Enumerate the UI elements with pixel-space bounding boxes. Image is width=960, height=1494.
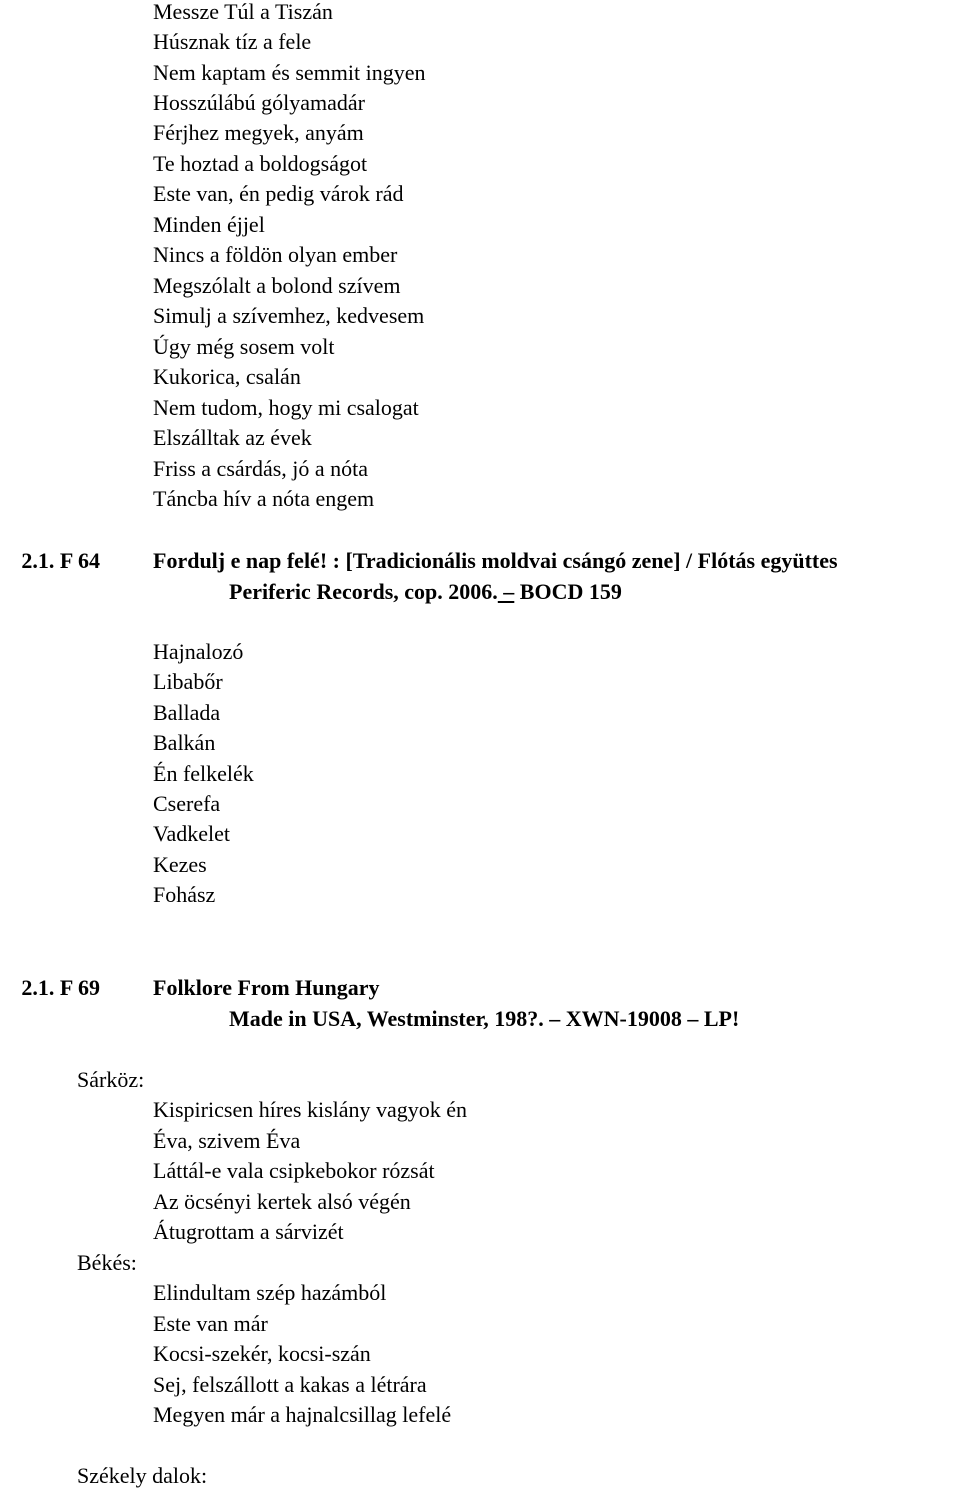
entry-title: Fordulj e nap felé! : [Tradicionális moldvai csángó zene] / Flótás együttes (153, 548, 838, 573)
track-title: Kispiricsen híres kislány vagyok én (153, 1097, 468, 1122)
track-title: Ballada (153, 699, 221, 725)
song-title: Kukorica, csalán (153, 364, 301, 389)
track-title: Éva, szivem Éva (153, 1128, 301, 1153)
entry-publication: Made in USA, Westminster, 198?. – XWN-19008 – LP! (229, 1006, 740, 1031)
song-title: Te hoztad a boldogságot (153, 151, 368, 176)
separator-dash: – (497, 579, 515, 604)
track-title: Balkán (153, 730, 216, 756)
track-title: Láttál-e vala csipkebokor rózsát (153, 1158, 435, 1183)
track-title: Én felkelék (153, 760, 254, 786)
entry-publication (229, 577, 622, 607)
region-label: Sárköz: (77, 1067, 145, 1092)
song-title: Messze Túl a Tiszán (153, 0, 333, 24)
song-title: Táncba hív a nóta engem (153, 486, 375, 511)
entry-reference: 2.1. F 69 (21, 975, 100, 1000)
track-list (153, 637, 254, 911)
entry-reference: 2.1. F 64 (21, 548, 100, 573)
song-title: Minden éjjel (153, 212, 265, 237)
song-title: Megszólalt a bolond szívem (153, 273, 401, 298)
song-title: Este van, én pedig várok rád (153, 181, 404, 206)
song-title: Nem kaptam és semmit ingyen (153, 60, 426, 85)
track-title: Kocsi-szekér, kocsi-szán (153, 1341, 371, 1366)
track-title: Hajnalozó (153, 639, 244, 664)
song-title: Férjhez megyek, anyám (153, 120, 364, 145)
song-title: Friss a csárdás, jó a nóta (153, 456, 369, 481)
region-label: Székely dalok: (77, 1463, 208, 1488)
track-title: Megyen már a hajnalcsillag lefelé (153, 1402, 452, 1427)
track-title: Átugrottam a sárvizét (153, 1219, 344, 1244)
song-title: Nincs a földön olyan ember (153, 242, 398, 267)
song-title: Simulj a szívemhez, kedvesem (153, 303, 425, 328)
track-title: Elindultam szép hazámból (153, 1280, 387, 1305)
track-title: Vadkelet (153, 821, 230, 847)
track-title: Fohász (153, 882, 216, 908)
publisher: Periferic Records, cop. 2006. (229, 579, 498, 604)
catalog-number: BOCD 159 (514, 579, 622, 604)
song-title: Elszálltak az évek (153, 425, 312, 450)
song-title: Úgy még sosem volt (153, 334, 335, 359)
track-title: Az öcsényi kertek alsó végén (153, 1189, 411, 1214)
track-title: Kezes (153, 851, 207, 877)
song-title: Hosszúlábú gólyamadár (153, 90, 365, 115)
track-title: Cserefa (153, 791, 221, 817)
entry-title: Folklore From Hungary (153, 975, 380, 1000)
region-label: Békés: (77, 1250, 137, 1275)
track-title: Este van már (153, 1311, 268, 1336)
song-title: Nem tudom, hogy mi csalogat (153, 395, 419, 420)
track-title: Sej, felszállott a kakas a létrára (153, 1372, 427, 1397)
song-title: Húsznak tíz a fele (153, 29, 312, 54)
track-title: Libabőr (153, 669, 223, 695)
